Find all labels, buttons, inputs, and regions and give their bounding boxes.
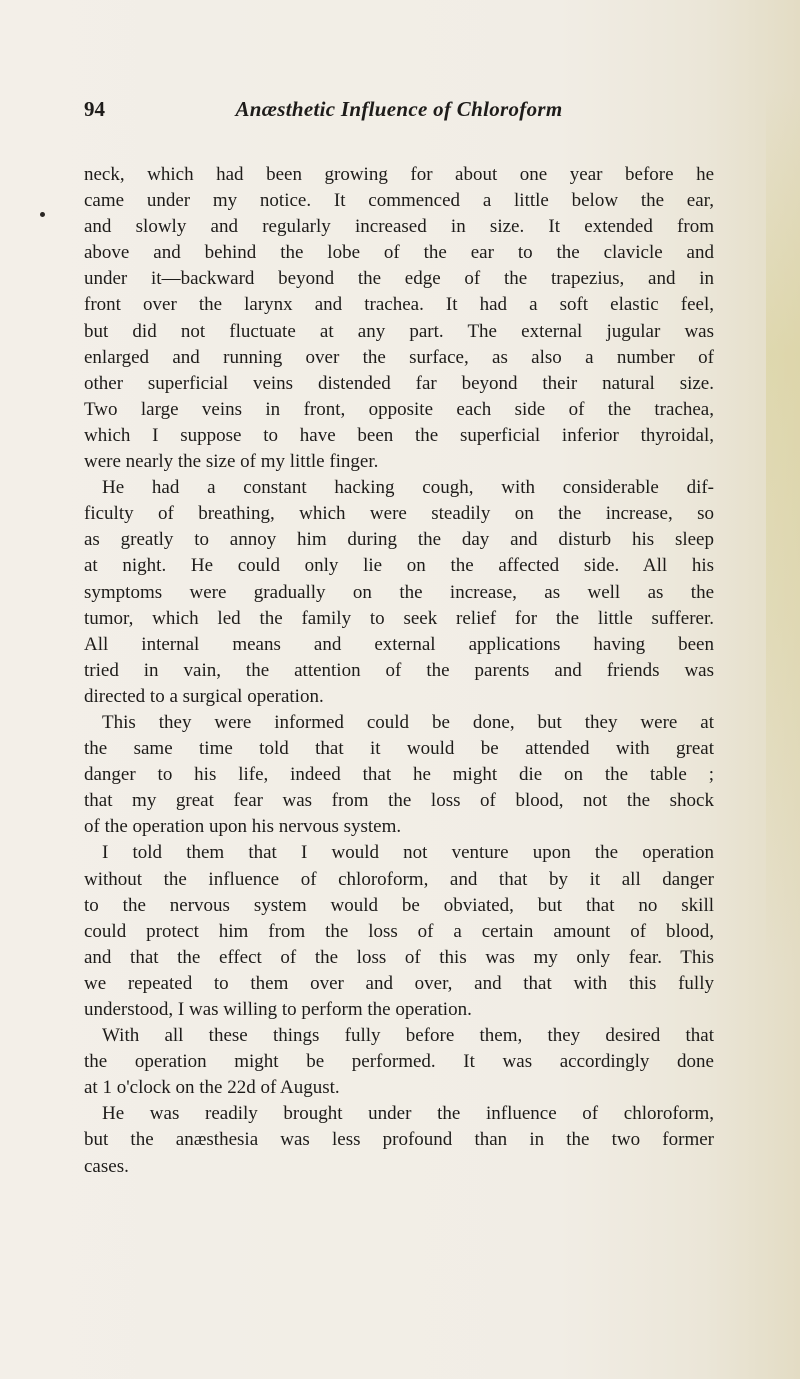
running-header	[84, 94, 714, 124]
text-line: other superficial veins distended far beyond their natural size.	[84, 372, 714, 394]
text-line: as greatly to annoy him during the day and disturb his sleep	[84, 529, 714, 551]
text-line: under it—backward beyond the edge of the trapezius, and in	[84, 268, 714, 290]
text-line: but the anæsthesia was less profound than in the two former	[84, 1129, 714, 1151]
text-line: He had a constant hacking cough, with considerable dif-	[102, 477, 714, 499]
text-line: above and behind the lobe of the ear to the clavicle and	[84, 242, 714, 264]
running-title: Anæsthetic Influence of Chloroform	[235, 97, 563, 121]
margin-ink-dot	[40, 212, 45, 217]
text-line: at night. He could only lie on the affected side. All his	[84, 555, 714, 577]
text-line: of the operation upon his nervous system.	[84, 816, 402, 838]
text-line: at 1 o'clock on the 22d of August.	[84, 1077, 340, 1099]
body-text	[84, 162, 714, 1180]
text-line: to the nervous system would be obviated, but that no skill	[84, 894, 714, 916]
text-line: enlarged and running over the surface, as also a number of	[84, 346, 714, 368]
text-line: All internal means and external applications having been	[84, 633, 714, 655]
page-number: 94	[84, 97, 105, 121]
text-line: ficulty of breathing, which were steadily on the increase, so	[84, 503, 714, 525]
text-line: danger to his life, indeed that he might die on the table ;	[84, 764, 714, 786]
text-line: that my great fear was from the loss of blood, not the shock	[84, 790, 714, 812]
text-line: and slowly and regularly increased in size. It extended from	[84, 216, 714, 238]
text-line: which I suppose to have been the superficial inferior thyroidal,	[84, 424, 714, 446]
text-line: neck, which had been growing for about one year before he	[84, 164, 714, 185]
text-line: tumor, which led the family to seek relief for the little sufferer.	[84, 607, 714, 629]
text-line: tried in vain, the attention of the parents and friends was	[84, 659, 714, 681]
page-edge-discoloration	[766, 90, 800, 970]
text-line: symptoms were gradually on the increase, as well as the	[84, 581, 714, 603]
text-line: cases.	[84, 1155, 129, 1177]
text-line: This they were informed could be done, but they were at	[102, 711, 714, 733]
text-line: He was readily brought under the influence of chloroform,	[102, 1103, 714, 1125]
text-line: With all these things fully before them, they desired that	[102, 1025, 714, 1047]
text-line: came under my notice. It commenced a little below the ear,	[84, 190, 714, 212]
text-line: front over the larynx and trachea. It had a soft elastic feel,	[84, 294, 714, 316]
text-line: Two large veins in front, opposite each side of the trachea,	[84, 398, 714, 420]
text-line: understood, I was willing to perform the operation.	[84, 999, 472, 1020]
text-line: we repeated to them over and over, and that with this fully	[84, 972, 714, 994]
text-line: could protect him from the loss of a certain amount of blood,	[84, 920, 714, 942]
text-line: directed to a surgical operation.	[84, 685, 324, 707]
text-line: and that the effect of the loss of this was my only fear. This	[84, 946, 714, 968]
text-line: the operation might be performed. It was accordingly done	[84, 1051, 714, 1073]
text-line: without the influence of chloroform, and that by it all danger	[84, 868, 714, 890]
text-line: were nearly the size of my little finger.	[84, 451, 379, 473]
text-line: but did not fluctuate at any part. The external jugular was	[84, 320, 714, 342]
text-line: the same time told that it would be attended with great	[84, 738, 714, 760]
text-line: I told them that I would not venture upon the operation	[102, 842, 714, 864]
